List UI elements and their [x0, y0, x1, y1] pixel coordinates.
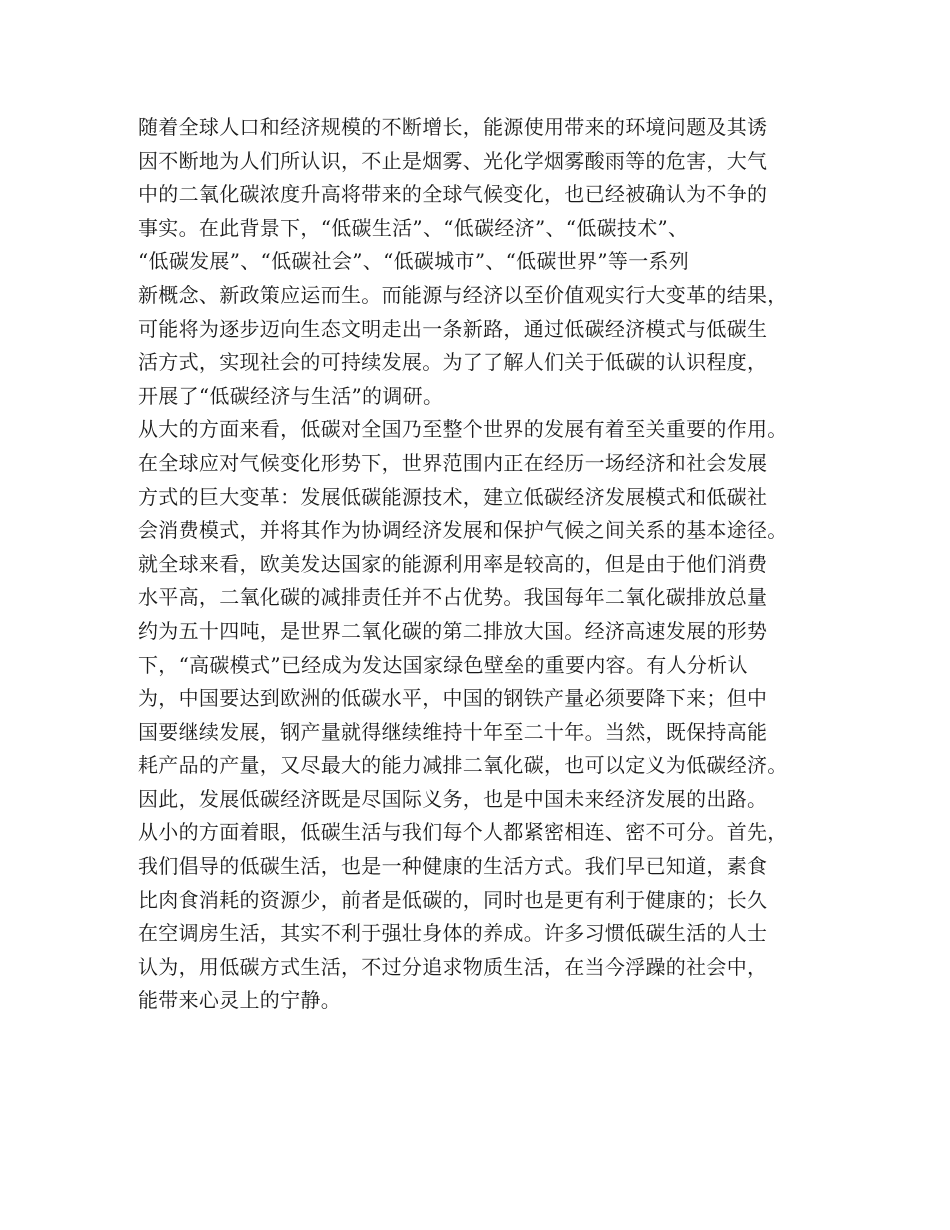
- text-line: 新概念、新政策应运而生。而能源与经济以至价值观实行大变革的结果，: [138, 282, 788, 307]
- text-line: 能带来心灵上的宁静。: [138, 988, 341, 1013]
- text-line: 为，中国要达到欧洲的低碳水平，中国的钢铁产量必须要降下来；但中: [138, 686, 768, 711]
- text-line: 就全球来看，欧美发达国家的能源利用率是较高的，但是由于他们消费: [138, 551, 768, 576]
- text-line: 事实。在此背景下，“低碳生活”、“低碳经济”、“低碳技术”、: [138, 215, 689, 240]
- text-line: 因此，发展低碳经济既是尽国际义务，也是中国未来经济发展的出路。: [138, 786, 768, 811]
- text-line: 耗产品的产量，又尽最大的能力减排二氧化碳，也可以定义为低碳经济。: [138, 753, 788, 778]
- text-line: “低碳发展”、“低碳社会”、“低碳城市”、“低碳世界”等一系列: [138, 249, 690, 274]
- text-line: 下，“高碳模式”已经成为发达国家绿色壁垒的重要内容。有人分析认: [138, 652, 748, 677]
- text-line: 国要继续发展，钢产量就得继续维持十年至二十年。当然，既保持高能: [138, 719, 768, 744]
- text-line: 比肉食消耗的资源少，前者是低碳的，同时也是更有利于健康的；长久: [138, 887, 768, 912]
- text-line: 约为五十四吨，是世界二氧化碳的第二排放大国。经济高速发展的形势: [138, 618, 768, 643]
- text-line: 我们倡导的低碳生活，也是一种健康的生活方式。我们早已知道，素食: [138, 854, 768, 879]
- text-line: 从小的方面着眼，低碳生活与我们每个人都紧密相连、密不可分。首先，: [138, 820, 788, 845]
- text-line: 可能将为逐步迈向生态文明走出一条新路，通过低碳经济模式与低碳生: [138, 316, 768, 341]
- text-line: 随着全球人口和经济规模的不断增长，能源使用带来的环境问题及其诱: [138, 115, 768, 139]
- text-line: 因不断地为人们所认识，不止是烟雾、光化学烟雾酸雨等的危害，大气: [138, 148, 768, 173]
- text-line: 中的二氧化碳浓度升高将带来的全球气候变化，也已经被确认为不争的: [138, 182, 768, 207]
- body-text: [138, 111, 828, 1018]
- text-line: 水平高，二氧化碳的减排责任并不占优势。我国每年二氧化碳排放总量: [138, 585, 768, 610]
- text-line: 在空调房生活，其实不利于强壮身体的养成。许多习惯低碳生活的人士: [138, 921, 768, 946]
- text-line: 认为，用低碳方式生活，不过分追求物质生活，在当今浮躁的社会中，: [138, 954, 768, 979]
- text-line: 方式的巨大变革：发展低碳能源技术，建立低碳经济发展模式和低碳社: [138, 484, 768, 509]
- text-line: 活方式，实现社会的可持续发展。为了了解人们关于低碳的认识程度，: [138, 350, 768, 375]
- text-line: 在全球应对气候变化形势下，世界范围内正在经历一场经济和社会发展: [138, 450, 768, 475]
- text-line: 开展了“低碳经济与生活”的调研。: [138, 383, 444, 408]
- text-line: 从大的方面来看，低碳对全国乃至整个世界的发展有着至关重要的作用。: [138, 417, 788, 442]
- text-line: 会消费模式，并将其作为协调经济发展和保护气候之间关系的基本途径。: [138, 518, 788, 543]
